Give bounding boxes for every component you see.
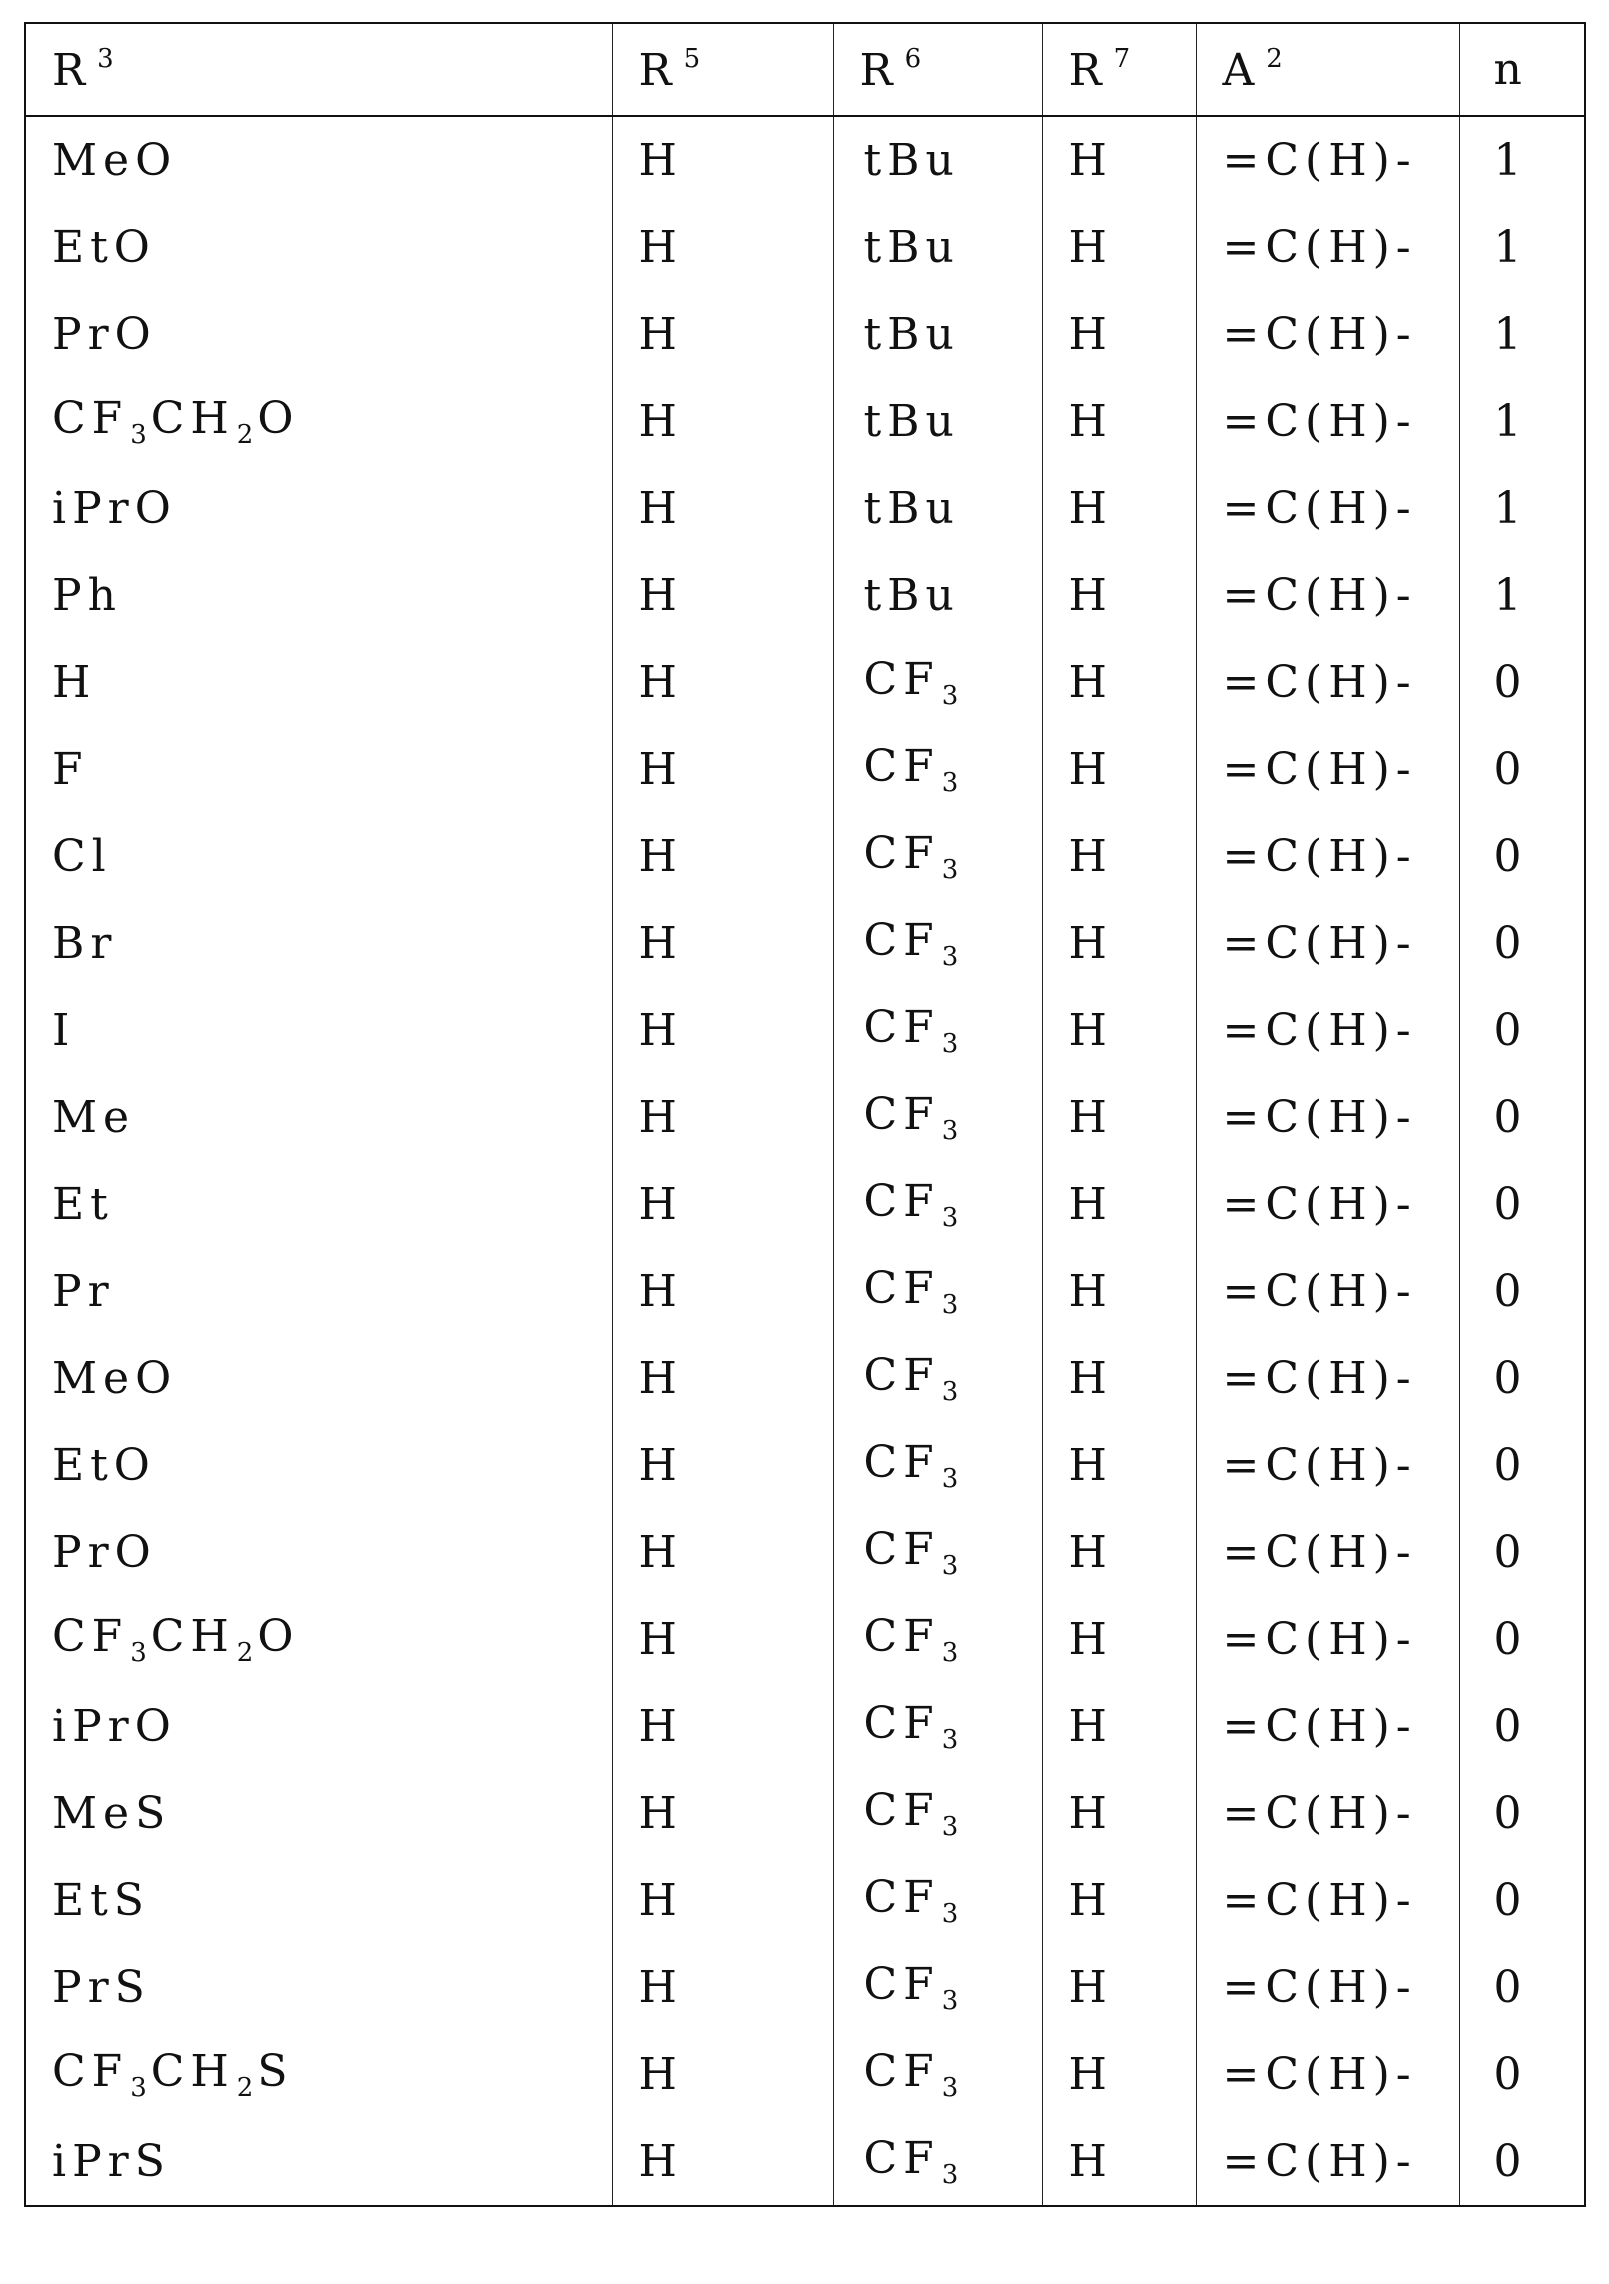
cell-n: 1 — [1459, 378, 1585, 465]
formula-subscript: 2 — [236, 2073, 254, 2103]
formula-subscript: 3 — [941, 1203, 959, 1233]
formula-part: Et — [52, 1179, 114, 1230]
formula-part: CF — [52, 393, 129, 444]
cell-r3 — [25, 552, 612, 639]
cell-n: 1 — [1459, 552, 1585, 639]
cell-n: 0 — [1459, 639, 1585, 726]
cell-a2: =C(H)- — [1196, 987, 1459, 1074]
formula-part: tBu — [863, 570, 960, 621]
cell-r5: H — [612, 552, 833, 639]
formula-subscript: 3 — [941, 1812, 959, 1842]
cell-n: 0 — [1459, 900, 1585, 987]
cell-r3 — [25, 204, 612, 291]
formula-subscript: 3 — [130, 2073, 147, 2103]
formula-part: Cl — [52, 831, 112, 882]
cell-r5: H — [612, 1509, 833, 1596]
cell-r6 — [833, 1770, 1042, 1857]
cell-r6 — [833, 726, 1042, 813]
formula-part: Ph — [52, 570, 122, 621]
cell-r5: H — [612, 639, 833, 726]
formula-part: Me — [52, 1092, 136, 1143]
cell-a2: =C(H)- — [1196, 1857, 1459, 1944]
formula-subscript: 3 — [130, 420, 147, 450]
cell-r6 — [833, 813, 1042, 900]
cell-r5: H — [612, 1683, 833, 1770]
formula-subscript: 3 — [941, 1725, 959, 1755]
formula-part: CF — [863, 915, 940, 966]
cell-n: 0 — [1459, 2118, 1585, 2206]
formula-part: iPrO — [52, 483, 177, 534]
formula-part: CF — [863, 1611, 940, 1662]
cell-n: 0 — [1459, 1161, 1585, 1248]
cell-r6 — [833, 1248, 1042, 1335]
formula-part: PrO — [52, 309, 157, 360]
cell-r7: H — [1042, 465, 1196, 552]
cell-a2: =C(H)- — [1196, 2118, 1459, 2206]
cell-a2: =C(H)- — [1196, 116, 1459, 204]
cell-r5: H — [612, 1596, 833, 1683]
cell-r3 — [25, 900, 612, 987]
formula-part: EtO — [52, 222, 156, 273]
cell-r6 — [833, 2118, 1042, 2206]
formula-part: iPrS — [52, 2136, 171, 2187]
formula-part: CF — [863, 1959, 940, 2010]
cell-r6 — [833, 378, 1042, 465]
cell-r5: H — [612, 1074, 833, 1161]
cell-r6 — [833, 1161, 1042, 1248]
cell-r3 — [25, 378, 612, 465]
cell-r3 — [25, 1161, 612, 1248]
formula-part: O — [257, 393, 300, 444]
cell-r3 — [25, 1335, 612, 1422]
cell-r7: H — [1042, 1770, 1196, 1857]
formula-part: F — [52, 744, 89, 795]
cell-r3 — [25, 1509, 612, 1596]
cell-r7: H — [1042, 1248, 1196, 1335]
cell-r3 — [25, 1422, 612, 1509]
cell-r7: H — [1042, 1596, 1196, 1683]
cell-a2: =C(H)- — [1196, 1596, 1459, 1683]
formula-part: CF — [863, 2133, 940, 2184]
cell-r3 — [25, 726, 612, 813]
formula-part: Pr — [52, 1266, 115, 1317]
formula-subscript: 3 — [941, 942, 959, 972]
formula-part: Br — [52, 918, 118, 969]
cell-r6 — [833, 291, 1042, 378]
cell-r6 — [833, 1857, 1042, 1944]
table-row — [25, 987, 1585, 1074]
formula-part: CF — [863, 1263, 940, 1314]
formula-part: CF — [863, 2046, 940, 2097]
cell-r5: H — [612, 1161, 833, 1248]
formula-subscript: 3 — [941, 855, 959, 885]
cell-r3 — [25, 813, 612, 900]
cell-a2: =C(H)- — [1196, 1944, 1459, 2031]
cell-a2: =C(H)- — [1196, 1770, 1459, 1857]
cell-a2: =C(H)- — [1196, 1248, 1459, 1335]
table-row — [25, 726, 1585, 813]
formula-part: H — [52, 657, 97, 708]
formula-part: CF — [863, 1437, 940, 1488]
table-row — [25, 1509, 1585, 1596]
formula-subscript: 2 — [236, 1638, 254, 1668]
cell-r5: H — [612, 1422, 833, 1509]
table-row — [25, 1683, 1585, 1770]
table-row — [25, 378, 1585, 465]
cell-a2: =C(H)- — [1196, 465, 1459, 552]
cell-r7: H — [1042, 552, 1196, 639]
table-header — [25, 23, 1585, 116]
table-row — [25, 900, 1585, 987]
cell-n: 0 — [1459, 726, 1585, 813]
cell-a2: =C(H)- — [1196, 900, 1459, 987]
cell-r5: H — [612, 2031, 833, 2118]
formula-subscript: 3 — [941, 2073, 959, 2103]
formula-part: CF — [863, 828, 940, 879]
substituent-table — [24, 22, 1586, 2207]
header-r6-sup: 6 — [904, 43, 922, 74]
header-r5-sup: 5 — [683, 43, 701, 74]
cell-a2: =C(H)- — [1196, 1422, 1459, 1509]
formula-subscript: 3 — [941, 2160, 959, 2190]
cell-r3 — [25, 116, 612, 204]
cell-a2: =C(H)- — [1196, 1509, 1459, 1596]
header-n-base: n — [1493, 44, 1528, 95]
cell-a2: =C(H)- — [1196, 1335, 1459, 1422]
cell-n: 1 — [1459, 116, 1585, 204]
formula-subscript: 3 — [941, 1551, 959, 1581]
cell-r7: H — [1042, 291, 1196, 378]
formula-part: MeS — [52, 1788, 172, 1839]
cell-r3 — [25, 1248, 612, 1335]
table-row — [25, 1248, 1585, 1335]
table-row — [25, 552, 1585, 639]
cell-r6 — [833, 1422, 1042, 1509]
header-r6 — [833, 23, 1042, 116]
table-row — [25, 813, 1585, 900]
cell-r7: H — [1042, 1683, 1196, 1770]
formula-part: EtS — [52, 1875, 150, 1926]
formula-subscript: 3 — [941, 1986, 959, 2016]
formula-subscript: 3 — [941, 1899, 959, 1929]
cell-r5: H — [612, 291, 833, 378]
table-body — [25, 116, 1585, 2206]
formula-part: CF — [863, 1350, 940, 1401]
header-row — [25, 23, 1585, 116]
cell-r6 — [833, 204, 1042, 291]
header-a2 — [1196, 23, 1459, 116]
cell-r6 — [833, 1596, 1042, 1683]
cell-r7: H — [1042, 987, 1196, 1074]
cell-r7: H — [1042, 1509, 1196, 1596]
formula-part: O — [257, 1611, 300, 1662]
table-row — [25, 2031, 1585, 2118]
cell-r7: H — [1042, 116, 1196, 204]
formula-part: tBu — [863, 396, 960, 447]
table-row — [25, 639, 1585, 726]
header-r3-base: R — [52, 44, 92, 96]
cell-a2: =C(H)- — [1196, 726, 1459, 813]
cell-n: 0 — [1459, 1770, 1585, 1857]
header-r7-base: R — [1068, 44, 1108, 96]
cell-r5: H — [612, 1770, 833, 1857]
cell-n: 0 — [1459, 2031, 1585, 2118]
header-r5-base: R — [638, 44, 678, 96]
table-row — [25, 1596, 1585, 1683]
table-row — [25, 465, 1585, 552]
cell-a2: =C(H)- — [1196, 291, 1459, 378]
cell-r6 — [833, 1074, 1042, 1161]
formula-part: tBu — [863, 135, 960, 186]
header-n — [1459, 23, 1585, 116]
cell-r5: H — [612, 900, 833, 987]
cell-r3 — [25, 1857, 612, 1944]
cell-r7: H — [1042, 2118, 1196, 2206]
cell-r7: H — [1042, 1335, 1196, 1422]
cell-r7: H — [1042, 1074, 1196, 1161]
cell-a2: =C(H)- — [1196, 1683, 1459, 1770]
formula-part: CF — [863, 1872, 940, 1923]
cell-a2: =C(H)- — [1196, 1074, 1459, 1161]
cell-n: 0 — [1459, 1074, 1585, 1161]
cell-r3 — [25, 1596, 612, 1683]
cell-r3 — [25, 291, 612, 378]
formula-part: CF — [52, 2046, 129, 2097]
cell-r6 — [833, 900, 1042, 987]
cell-r3 — [25, 1944, 612, 2031]
cell-n: 0 — [1459, 1509, 1585, 1596]
cell-r7: H — [1042, 639, 1196, 726]
cell-r6 — [833, 552, 1042, 639]
cell-n: 1 — [1459, 465, 1585, 552]
cell-r3 — [25, 1074, 612, 1161]
header-r6-base: R — [859, 44, 899, 96]
cell-a2: =C(H)- — [1196, 813, 1459, 900]
cell-n: 0 — [1459, 1857, 1585, 1944]
table-row — [25, 1944, 1585, 2031]
formula-subscript: 3 — [941, 1464, 959, 1494]
formula-part: CF — [863, 1089, 940, 1140]
cell-r3 — [25, 639, 612, 726]
formula-part: iPrO — [52, 1701, 177, 1752]
cell-n: 0 — [1459, 987, 1585, 1074]
cell-r7: H — [1042, 726, 1196, 813]
cell-a2: =C(H)- — [1196, 552, 1459, 639]
formula-part: S — [257, 2046, 294, 2097]
cell-n: 0 — [1459, 1683, 1585, 1770]
formula-subscript: 3 — [941, 768, 959, 798]
formula-subscript: 3 — [941, 681, 959, 711]
formula-part: CF — [863, 1698, 940, 1749]
table-row — [25, 1422, 1585, 1509]
cell-r7: H — [1042, 1857, 1196, 1944]
cell-a2: =C(H)- — [1196, 204, 1459, 291]
cell-r5: H — [612, 726, 833, 813]
cell-n: 1 — [1459, 204, 1585, 291]
formula-part: CF — [863, 741, 940, 792]
cell-a2: =C(H)- — [1196, 2031, 1459, 2118]
cell-r6 — [833, 1509, 1042, 1596]
formula-part: CF — [52, 1611, 129, 1662]
formula-subscript: 3 — [941, 1290, 959, 1320]
cell-r7: H — [1042, 204, 1196, 291]
cell-r5: H — [612, 1248, 833, 1335]
cell-r6 — [833, 639, 1042, 726]
cell-r7: H — [1042, 378, 1196, 465]
cell-r3 — [25, 465, 612, 552]
cell-n: 0 — [1459, 813, 1585, 900]
cell-n: 0 — [1459, 1596, 1585, 1683]
cell-a2: =C(H)- — [1196, 639, 1459, 726]
formula-subscript: 3 — [941, 1116, 959, 1146]
header-a2-sup: 2 — [1266, 43, 1283, 74]
table-row — [25, 1074, 1585, 1161]
cell-r5: H — [612, 378, 833, 465]
cell-n: 0 — [1459, 1335, 1585, 1422]
cell-r7: H — [1042, 2031, 1196, 2118]
formula-subscript: 3 — [941, 1029, 959, 1059]
table-row — [25, 1857, 1585, 1944]
cell-r6 — [833, 1944, 1042, 2031]
cell-n: 0 — [1459, 1422, 1585, 1509]
cell-r5: H — [612, 2118, 833, 2206]
cell-n: 1 — [1459, 291, 1585, 378]
table-row — [25, 116, 1585, 204]
cell-n: 0 — [1459, 1944, 1585, 2031]
header-a2-base: A — [1222, 44, 1261, 96]
cell-r6 — [833, 465, 1042, 552]
cell-r5: H — [612, 1335, 833, 1422]
cell-r7: H — [1042, 813, 1196, 900]
cell-r7: H — [1042, 1944, 1196, 2031]
table-row — [25, 1161, 1585, 1248]
cell-r6 — [833, 2031, 1042, 2118]
cell-r3 — [25, 987, 612, 1074]
cell-r5: H — [612, 1944, 833, 2031]
cell-r5: H — [612, 987, 833, 1074]
formula-part: CF — [863, 1785, 940, 1836]
cell-n: 0 — [1459, 1248, 1585, 1335]
table-row — [25, 2118, 1585, 2206]
header-r7 — [1042, 23, 1196, 116]
formula-subscript: 3 — [941, 1638, 959, 1668]
formula-part: tBu — [863, 483, 960, 534]
cell-r6 — [833, 987, 1042, 1074]
formula-part: EtO — [52, 1440, 156, 1491]
cell-r3 — [25, 1770, 612, 1857]
header-r3-sup: 3 — [97, 43, 114, 74]
cell-r7: H — [1042, 1422, 1196, 1509]
table-row — [25, 291, 1585, 378]
formula-part: CH — [150, 393, 235, 444]
cell-r6 — [833, 1683, 1042, 1770]
formula-part: CH — [150, 1611, 235, 1662]
cell-r3 — [25, 1683, 612, 1770]
formula-part: CF — [863, 654, 940, 705]
cell-a2: =C(H)- — [1196, 1161, 1459, 1248]
table-row — [25, 1770, 1585, 1857]
formula-part: CF — [863, 1002, 940, 1053]
header-r3 — [25, 23, 612, 116]
table-row — [25, 204, 1585, 291]
formula-part: PrO — [52, 1527, 157, 1578]
cell-r5: H — [612, 204, 833, 291]
formula-part: MeO — [52, 135, 178, 186]
formula-part: tBu — [863, 222, 960, 273]
formula-part: CH — [150, 2046, 235, 2097]
header-r5 — [612, 23, 833, 116]
cell-r6 — [833, 116, 1042, 204]
formula-part: MeO — [52, 1353, 178, 1404]
cell-r5: H — [612, 465, 833, 552]
cell-r5: H — [612, 116, 833, 204]
formula-subscript: 2 — [236, 420, 254, 450]
formula-subscript: 3 — [130, 1638, 147, 1668]
cell-r5: H — [612, 1857, 833, 1944]
header-r7-sup: 7 — [1113, 43, 1131, 74]
cell-r7: H — [1042, 900, 1196, 987]
cell-r3 — [25, 2031, 612, 2118]
formula-part: CF — [863, 1524, 940, 1575]
formula-part: CF — [863, 1176, 940, 1227]
cell-r3 — [25, 2118, 612, 2206]
table-row — [25, 1335, 1585, 1422]
cell-r7: H — [1042, 1161, 1196, 1248]
formula-part: tBu — [863, 309, 960, 360]
formula-part: PrS — [52, 1962, 151, 2013]
cell-r5: H — [612, 813, 833, 900]
cell-a2: =C(H)- — [1196, 378, 1459, 465]
formula-subscript: 3 — [941, 1377, 959, 1407]
cell-r6 — [833, 1335, 1042, 1422]
formula-part: I — [52, 1005, 76, 1056]
